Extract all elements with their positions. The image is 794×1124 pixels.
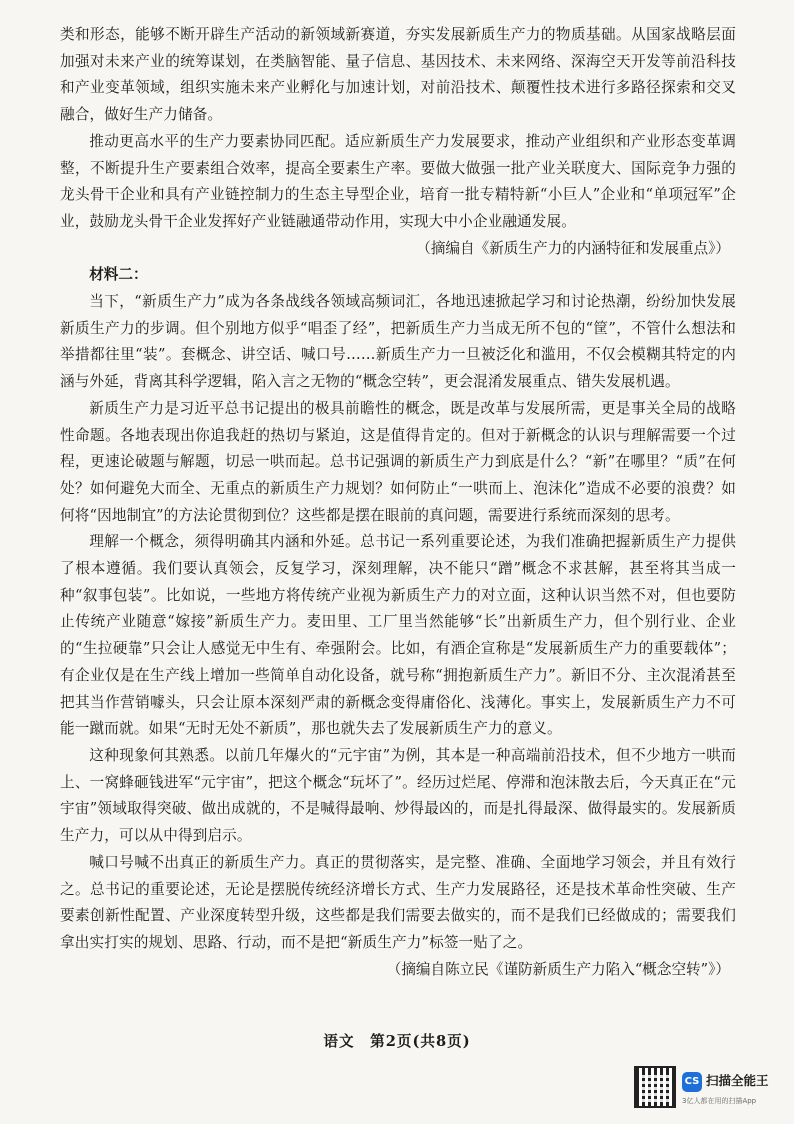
paragraph-material-2-3: 理解一个概念，须得明确其内涵和外延。总书记一系列重要论述，为我们准确把握新质生产力提供了根本遵循。我们要认真领会，反复学习，深刻理解，决不能只“蹭”概念不求甚解，甚至将其当成一种“叙事包装”。比如说，一些地方将传统产业视为新质生产力的对立面，这种认识当然不对，但也要防止传统产业随意“嫁接”新质生产力。麦田里、工厂里当然能够“长”出新质生产力，但个别行业、企业的“生拉硬靠”只会让人感觉无中生有、牵强附会。比如，有酒企宣称是“发展新质生产力的重要载体”；有企业仅是在生产线上增加一些简单自动化设备，就号称“拥抱新质生产力”。新旧不分、主次混淆甚至把其当作营销噱头，只会让原本深刻严肃的新概念变得庸俗化、浅薄化。事实上，发展新质生产力不可能一蹴而就。如果“无时无处不新质”，那也就失去了发展新质生产力的意义。 bbox=[60, 533, 736, 738]
source-citation-2: （摘编自陈立民《谨防新质生产力陷入“概念空转”》） bbox=[386, 960, 730, 978]
paragraph-factor-matching: 推动更高水平的生产力要素协同匹配。适应新质生产力发展要求，推动产业组织和产业形态变革调整，不断提升生产要素组合效率，提高全要素生产率。要做大做强一批产业关联度大、国际竞争力强的龙头骨干企业和具有产业链控制力的生态主导型企业，培育一批专精特新“小巨人”企业和“单项冠军”企业，鼓励龙头骨干企业发挥好产业链融通带动作用，实现大中小企业融通发展。 bbox=[60, 132, 736, 230]
source-citation-1: （摘编自《新质生产力的内涵特征和发展重点》） bbox=[416, 239, 730, 257]
scanner-app-subtitle: 3亿人都在用的扫描App bbox=[682, 1097, 757, 1105]
scanner-watermark bbox=[634, 1066, 790, 1114]
cs-logo-icon: CS bbox=[682, 1072, 702, 1092]
paragraph-material-2-2: 新质生产力是习近平总书记提出的极具前瞻性的概念，既是改革与发展所需，更是事关全局的战略性命题。各地表现出你追我赶的热切与紧迫，这是值得肯定的。但对于新概念的认识与理解需要一个过程，更速论破题与解题，切忌一哄而起。总书记强调的新质生产力到底是什么？“新”在哪里？“质”在何处？如何避免大而全、无重点的新质生产力规划？如何防止“一哄而上、泡沫化”造成不必要的浪费？如何将“因地制宜”的方法论贯彻到位？这些都是摆在眼前的真问题，需要进行系统而深刻的思考。 bbox=[60, 399, 736, 524]
material-2-heading: 材料二： bbox=[89, 266, 148, 284]
paragraph-material-2-5: 喊口号喊不出真正的新质生产力。真正的贯彻落实，是完整、准确、全面地学习领会，并且有效行之。总书记的重要论述，无论是摆脱传统经济增长方式、生产力发展路径，还是技术革命性突破、生产要素创新性配置、产业深度转型升级，这些都是我们需要去做实的，而不是我们已经做成的；需要我们拿出实打实的规划、思路、行动，而不是把“新质生产力”标签一贴了之。 bbox=[60, 853, 736, 951]
page-footer: 语文 第2页(共8页) bbox=[323, 1033, 471, 1050]
paragraph-continuation: 类和形态，能够不断开辟生产活动的新领域新赛道，夯实发展新质生产力的物质基础。从国家战略层面加强对未来产业的统筹谋划，在类脑智能、量子信息、基因技术、未来网络、深海空天开发等前沿科技和产业变革领域，组织实施未来产业孵化与加速计划，对前沿技术、颠覆性技术进行多路径探索和交叉融合，做好生产力储备。 bbox=[60, 26, 736, 124]
qr-code-icon bbox=[634, 1066, 676, 1108]
exam-page bbox=[60, 22, 736, 983]
paragraph-material-2-1: 当下，“新质生产力”成为各条战线各领域高频词汇，各地迅速掀起学习和讨论热潮，纷纷加快发展新质生产力的步调。但个别地方似乎“唱歪了经”，把新质生产力当成无所不包的“筐”，不管什么想法和举措都往里“装”。套概念、讲空话、喊口号……新质生产力一旦被泛化和滥用，不仅会模糊其特定的内涵与外延，背离其科学逻辑，陷入言之无物的“概念空转”，更会混淆发展重点、错失发展机遇。 bbox=[60, 293, 736, 391]
scanner-app-title: 扫描全能王 bbox=[706, 1073, 769, 1088]
paragraph-material-2-4: 这种现象何其熟悉。以前几年爆火的“元宇宙”为例，其本是一种高端前沿技术，但不少地方一哄而上、一窝蜂砸钱进军“元宇宙”，把这个概念“玩坏了”。经历过烂尾、停滞和泡沫散去后，今天真正在“元宇宙”领域取得突破、做出成就的，不是喊得最响、炒得最凶的，而是扎得最深、做得最实的。发展新质生产力，可以从中得到启示。 bbox=[60, 746, 736, 845]
